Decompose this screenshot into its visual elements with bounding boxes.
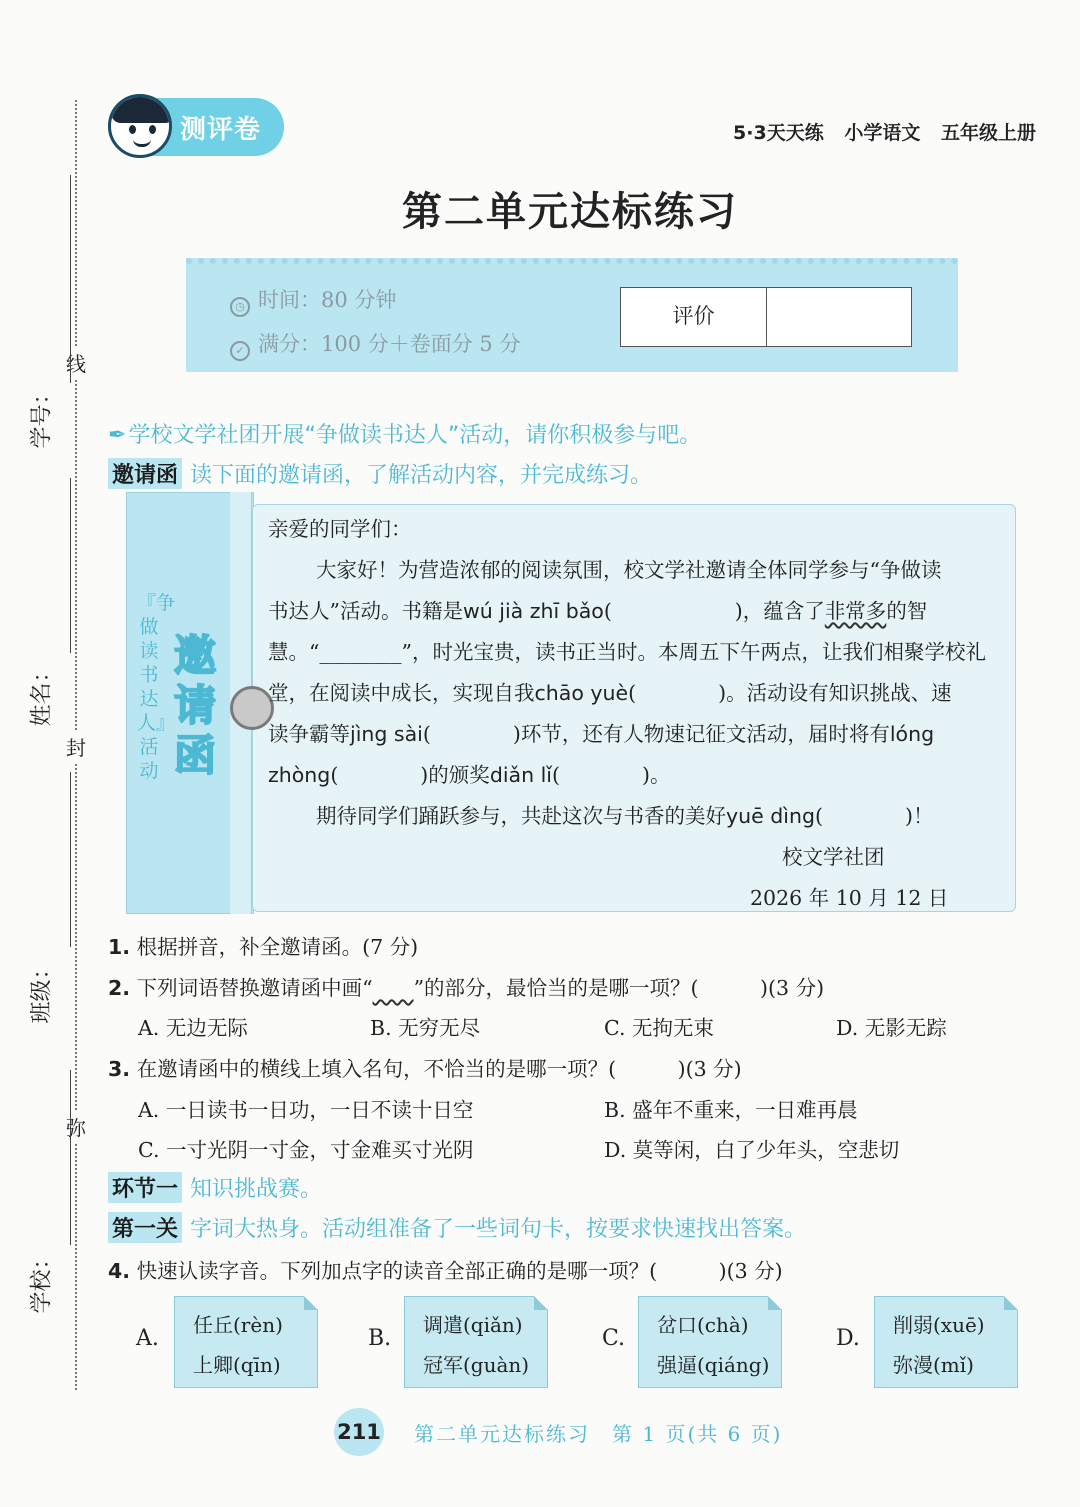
level-1-section (108, 1212, 806, 1243)
page-footer (334, 1408, 804, 1456)
question-2: 2. 下列词语替换邀请函中画“ ”的部分，最恰当的是哪一项？( )(3 分) (108, 976, 825, 1000)
q4-option-c-label: C. (602, 1326, 626, 1351)
grade-name: 五年级上册 (940, 122, 1036, 144)
score-text: 满分：100 分＋卷面分 5 分 (258, 332, 521, 356)
page-number: 211 (334, 1408, 384, 1456)
level-1-tag: 第一关 (108, 1212, 182, 1243)
check-icon: ✓ (230, 341, 250, 361)
badge-label: 测评卷 (180, 115, 262, 145)
score-row (230, 328, 520, 361)
pinyin-chaoyue: chāo yuè (534, 681, 629, 705)
q3-option-d[interactable]: D. 莫等闲，白了少年头，空悲切 (604, 1138, 900, 1162)
time-text: 时间：80 分钟 (258, 288, 397, 312)
pinyin-zhong: zhòng (268, 763, 331, 787)
invite-tag: 邀请函 (108, 458, 182, 489)
test-badge (108, 98, 284, 156)
info-box (186, 258, 958, 372)
binding-char-mi: 弥 (64, 1110, 88, 1143)
student-id-label: 学号： (29, 382, 55, 449)
blank-1[interactable]: ( )，蕴含了 (603, 599, 825, 623)
evaluation-field[interactable] (767, 288, 911, 346)
invite-section (108, 458, 652, 489)
stage-1-text: 知识挑战赛。 (190, 1177, 323, 1202)
school-field[interactable] (22, 1070, 62, 1370)
q3-option-c[interactable]: C. 一寸光阴一寸金，寸金难买寸光阴 (138, 1138, 474, 1162)
level-1-text: 字词大热身。活动组准备了一些词句卡，按要求快速找出答案。 (190, 1217, 807, 1242)
q3-option-b[interactable]: B. 盛年不重来，一日难再晨 (604, 1098, 858, 1122)
time-row (230, 284, 396, 317)
book-info (733, 118, 1036, 145)
q4-option-a-label: A. (136, 1326, 159, 1351)
evaluation-label: 评价 (621, 288, 767, 346)
class-label: 班级： (29, 957, 55, 1024)
q2-option-a[interactable]: A. 无边无际 (138, 1016, 248, 1040)
q2-option-b[interactable]: B. 无穷无尽 (370, 1016, 481, 1040)
invitation-side-text: 『争做读书达人』活动 (137, 592, 176, 782)
class-field[interactable] (22, 772, 62, 1072)
subject-name: 小学语文 (844, 122, 921, 144)
invitation-line-3: 慧。“________”，时光宝贵，读书正当时。本周五下午两点，让我们相聚学校礼 (268, 640, 986, 664)
pinyin-yueding: yuē dìng (726, 804, 815, 828)
invitation-line-6 (268, 758, 670, 788)
blank-4[interactable]: ( )的颁奖 (330, 763, 490, 787)
invitation-side-title: 邀请函 (173, 631, 216, 780)
q4-option-c-card[interactable]: 岔口(chà) 强逼(qiáng) (638, 1296, 782, 1388)
question-1: 1. 根据拼音，补全邀请函。(7 分) (108, 935, 419, 959)
invite-instruction: 读下面的邀请函，了解活动内容，并完成练习。 (190, 463, 653, 488)
q2-option-c[interactable]: C. 无拘无束 (604, 1016, 714, 1040)
blank-3[interactable]: ( )环节，还有人物速记征文活动，届时将有 (422, 722, 890, 746)
binding-char-line: 线 (64, 346, 88, 379)
q2-option-d[interactable]: D. 无影无踪 (836, 1016, 947, 1040)
stage-1-tag: 环节一 (108, 1172, 182, 1203)
name-label: 姓名： (29, 660, 55, 727)
clock-icon: ◷ (230, 297, 250, 317)
pinyin-long: lóng (889, 722, 935, 746)
binding-char-seal: 封 (64, 730, 88, 763)
intro-line (108, 418, 701, 449)
invitation-line-7: 期待同学们踊跃参与，共赴这次与书香的美好yuē dìng( )！ (316, 804, 934, 828)
intro-text: 学校文学社团开展“争做读书达人”活动，请你积极参与吧。 (128, 423, 702, 448)
footer-text: 第二单元达标练习 第 1 页(共 6 页) (414, 1422, 783, 1446)
school-label: 学校： (29, 1247, 55, 1314)
invitation-line-4: 堂，在阅读中成长，实现自我chāo yuè( )。活动设有知识挑战、速 (268, 681, 952, 705)
invitation-line-2: 书达人”活动。书籍是wú jià zhī bǎo( )，蕴含了非常多的智 (268, 599, 928, 623)
wavy-underlined-phrase: 非常多 (824, 599, 887, 623)
q4-option-a-card[interactable]: 任丘(rèn) 上卿(qīn) (174, 1296, 318, 1388)
invitation-line-1: 大家好！为营造浓郁的阅读氛围，校文学社邀请全体同学参与“争做读 (316, 558, 942, 582)
evaluation-box (620, 287, 912, 347)
boy-mascot-icon (108, 94, 172, 158)
blank-2[interactable]: ( )。活动设有知识挑战、速 (628, 681, 952, 705)
question-3: 3. 在邀请函中的横线上填入名句，不恰当的是哪一项？( )(3 分) (108, 1057, 742, 1081)
blank-5[interactable]: ( )。 (551, 763, 671, 787)
pinyin-dianli: diǎn lǐ (489, 763, 552, 787)
q4-option-d-label: D. (836, 1326, 860, 1351)
q4-option-d-card[interactable]: 削弱(xuē) 弥漫(mǐ) (874, 1296, 1018, 1388)
question-4: 4. 快速认读字音。下列加点字的读音全部正确的是哪一项？( )(3 分) (108, 1259, 783, 1283)
invitation-signature: 校文学社团 (782, 845, 885, 869)
q4-option-b-label: B. (368, 1326, 392, 1351)
invitation-line-5: 读争霸等jìng sài( )环节，还有人物速记征文活动，届时将有lóng (268, 722, 935, 746)
name-field[interactable] (22, 478, 62, 778)
blank-6[interactable]: ( )！ (814, 804, 934, 828)
stage-1-section (108, 1172, 322, 1203)
q4-option-b-card[interactable]: 调遣(qiǎn) 冠军(guàn) (404, 1296, 548, 1388)
quill-pen-icon: ✒ (108, 423, 127, 448)
pinyin-jingsai: jìng sài (350, 722, 423, 746)
invitation-date: 2026 年 10 月 12 日 (750, 886, 949, 910)
invitation-greeting: 亲爱的同学们： (268, 517, 412, 541)
series-name: 5·3天天练 (733, 122, 824, 144)
q3-option-a[interactable]: A. 一日读书一日功，一日不读十日空 (138, 1098, 474, 1122)
pinyin-wujiazhibao: wú jià zhī bǎo (462, 599, 604, 623)
page-title: 第二单元达标练习 (402, 189, 738, 235)
